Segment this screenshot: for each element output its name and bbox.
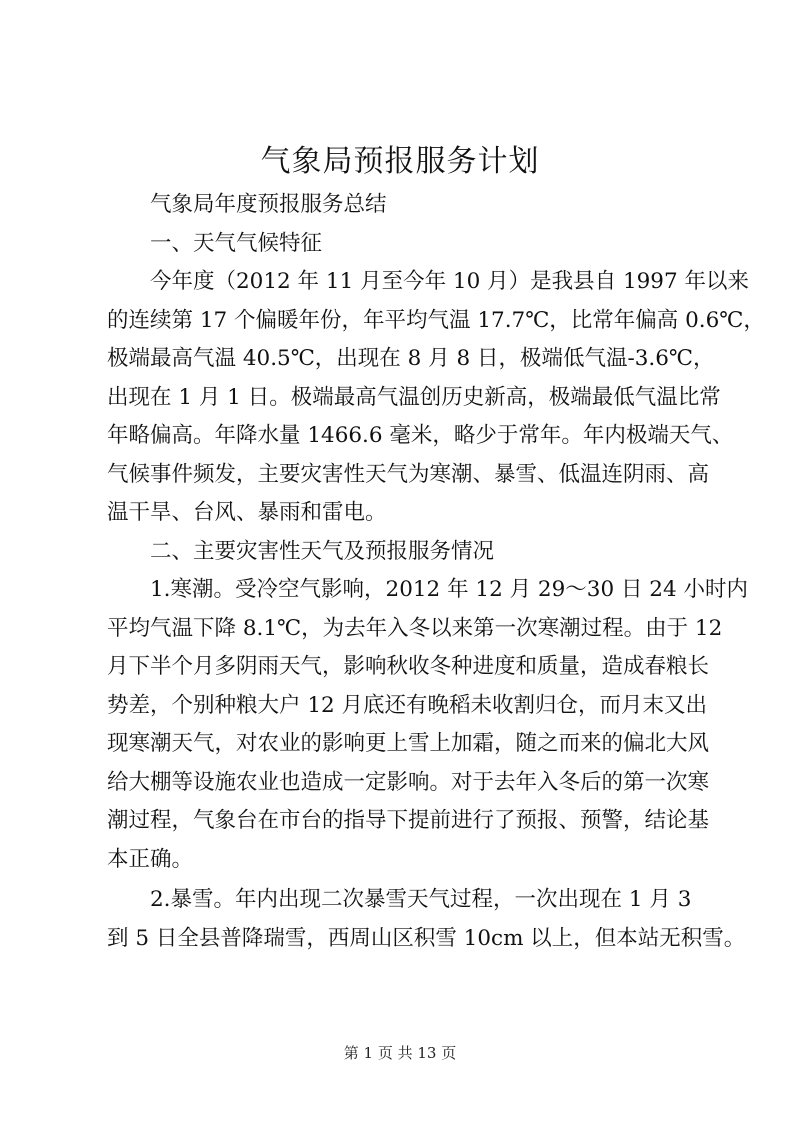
- text-line: 潮过程，气象台在市台的指导下提前进行了预报、预警，结论基: [107, 808, 710, 833]
- text-line: 今年度（2012 年 11 月至今年 10 月）是我县自 1997 年以来: [150, 269, 749, 294]
- paragraph-subtitle: [107, 186, 712, 225]
- paragraph-climate: [107, 263, 765, 533]
- text-line: 1.寒潮。受冷空气影响，2012 年 12 月 29～30 日 24 小时内: [150, 577, 749, 602]
- text-line: 出现在 1 月 1 日。极端最高气温创历史新高，极端最低气温比常: [107, 384, 721, 410]
- section-heading: 一、天气气候特征: [150, 230, 323, 256]
- paragraph-snowstorm: [107, 881, 746, 958]
- document-title: 气象局预报服务计划: [260, 144, 540, 179]
- text-line: 2.暴雪。年内出现二次暴雪天气过程，一次出现在 1 月 3: [150, 887, 692, 912]
- text-line: 到 5 日全县普降瑞雪，西周山区积雪 10cm 以上，但本站无积雪。: [107, 925, 746, 951]
- text-line: 本正确。: [107, 846, 194, 872]
- page-number-footer: 第 1 页 共 13 页: [343, 1044, 457, 1062]
- document-body: [107, 186, 765, 958]
- text-line: 极端最高气温 40.5℃，出现在 8 月 8 日，极端低气温-3.6℃，: [107, 346, 715, 371]
- paragraph-heading-2: [107, 533, 712, 572]
- paragraph-heading-1: [107, 225, 712, 264]
- text-line: 月下半个月多阴雨天气，影响秋收冬种进度和质量，造成春粮长: [107, 654, 710, 679]
- text-line: 气候事件频发，主要灾害性天气为寒潮、暴雪、低温连阴雨、高: [107, 461, 710, 487]
- paragraph-cold-wave: [107, 571, 749, 879]
- text-line: 现寒潮天气，对农业的影响更上雪上加霜，随之而来的偏北大风: [107, 731, 710, 756]
- text-line: 平均气温下降 8.1℃，为去年入冬以来第一次寒潮过程。由于 12: [107, 615, 723, 641]
- text-line: 年略偏高。年降水量 1466.6 毫米，略少于常年。年内极端天气、: [107, 423, 734, 448]
- text-line: 的连续第 17 个偏暖年份，年平均气温 17.7℃，比常年偏高 0.6℃，: [107, 307, 765, 333]
- text-line: 给大棚等设施农业也造成一定影响。对于去年入冬后的第一次寒: [107, 769, 710, 795]
- text-line: 温干旱、台风、暴雨和雷电。: [107, 500, 387, 525]
- section-heading: 二、主要灾害性天气及预报服务情况: [150, 538, 495, 564]
- text-line: 气象局年度预报服务总结: [150, 192, 387, 217]
- text-line: 势差，个别种粮大户 12 月底还有晚稻未收割归仓，而月末又出: [107, 692, 708, 718]
